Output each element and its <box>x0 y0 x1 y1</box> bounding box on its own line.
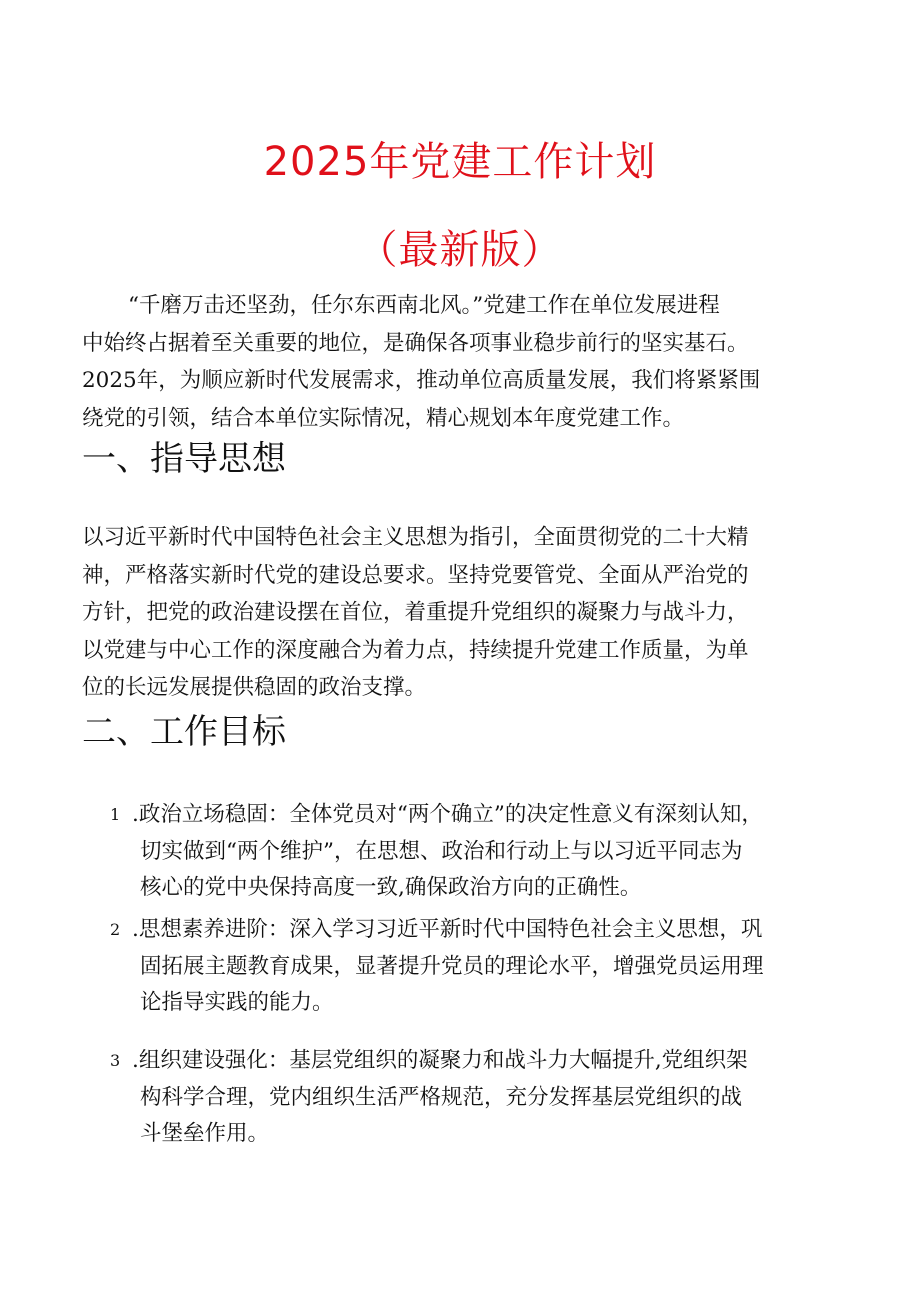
goal-item-line: .思想素养进阶：深入学习习近平新时代中国特色社会主义思想，巩 <box>132 917 763 942</box>
goal-item-body <box>132 1043 842 1153</box>
goal-item-line: .政治立场稳固：全体党员对“两个确立”的决定性意义有深刻认知， <box>132 802 763 827</box>
goal-item-body <box>132 912 842 1022</box>
guiding-thought-paragraph <box>82 519 822 707</box>
goal-item-line: 斗堡垒作用。 <box>140 1121 270 1146</box>
intro-line: 中始终占据着至关重要的地位，是确保各项事业稳步前行的坚实基石。 <box>82 330 749 356</box>
paragraph-line: 以习近平新时代中国特色社会主义思想为指引，全面贯彻党的二十大精 <box>82 525 749 550</box>
goal-item-line: 固拓展主题教育成果，显著提升党员的理论水平，增强党员运用理 <box>140 953 764 979</box>
goal-item-line: .组织建设强化：基层党组织的凝聚力和战斗力大幅提升,党组织架 <box>132 1048 748 1073</box>
paragraph-line: 方针，把党的政治建设摆在首位，着重提升党组织的凝聚力与战斗力， <box>82 600 749 625</box>
paragraph-line: 神，严格落实新时代党的建设总要求。坚持党要管党、全面从严治党的 <box>82 562 749 588</box>
goal-item-line: 论指导实践的能力。 <box>140 990 334 1015</box>
goal-item-line: 核心的党中央保持高度一致,确保政治方向的正确性。 <box>140 875 642 900</box>
section-heading-guiding-thought: 一、指导思想 <box>82 439 286 479</box>
intro-line: 绕党的引领，结合本单位实际情况，精心规划本年度党建工作。 <box>82 405 685 431</box>
goal-item-number: 1 <box>110 805 121 824</box>
section-heading-work-goals: 二、工作目标 <box>82 712 286 752</box>
intro-line: “千磨万击还坚劲，任尔东西南北风。”党建工作在单位发展进程 <box>128 293 720 318</box>
intro-line: 2025年，为顺应新时代发展需求，推动单位高质量发展，我们将紧紧围 <box>82 368 761 393</box>
paragraph-line: 以党建与中心工作的深度融合为着力点，持续提升党建工作质量，为单 <box>82 637 749 663</box>
goal-item-body <box>132 797 842 907</box>
goal-item-line: 切实做到“两个维护”，在思想、政治和行动上与以习近平同志为 <box>140 838 743 864</box>
goal-item-number: 3 <box>110 1051 121 1070</box>
intro-paragraph <box>82 287 822 437</box>
document-subtitle: （最新版） <box>357 227 563 273</box>
document-title: 2025年党建工作计划 <box>263 139 657 185</box>
paragraph-line: 位的长远发展提供稳固的政治支撑。 <box>82 675 427 700</box>
goal-item-line: 构科学合理，党内组织生活严格规范，充分发挥基层党组织的战 <box>140 1084 743 1110</box>
goal-item-number: 2 <box>110 920 121 939</box>
